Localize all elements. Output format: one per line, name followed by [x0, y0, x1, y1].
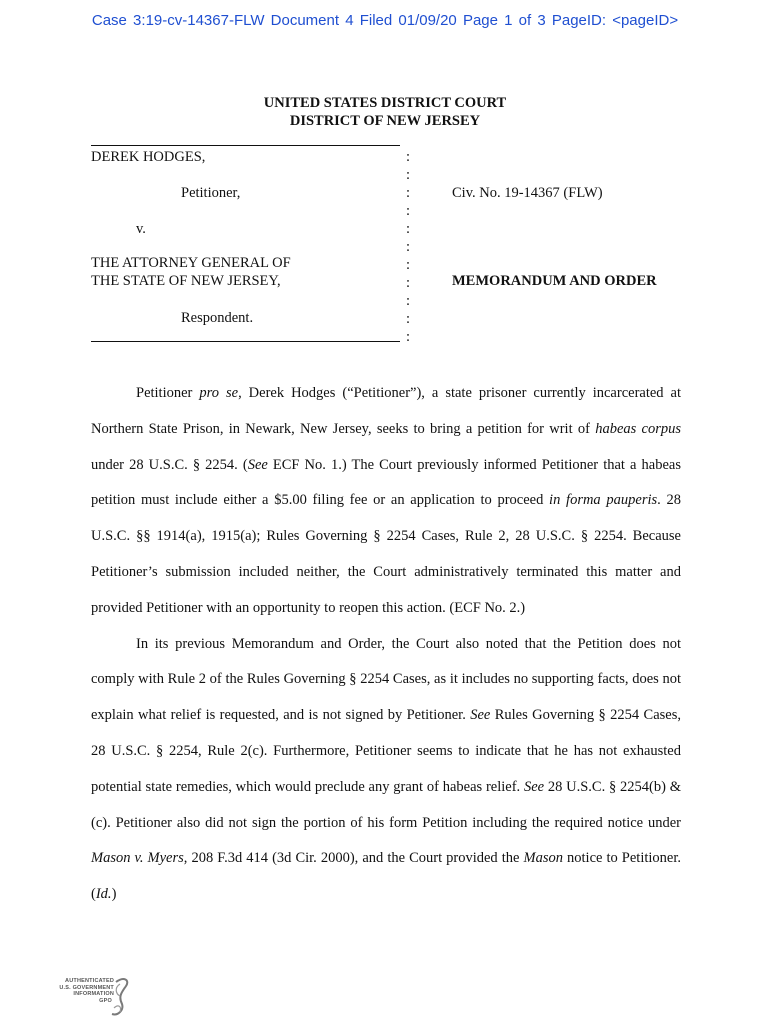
italic-text-run: pro se: [199, 385, 239, 401]
italic-text-run: Id.: [95, 886, 112, 903]
text-run: Petitioner: [136, 385, 200, 401]
text-run: In its previous Memorandum and Order, the Court also noted that the Petition does not comply with Rule 2 of the Rules Governing § 2254 Cases, as it includes no supporting facts, does not explain what relief is requested, and is not signed by Petitioner.: [91, 635, 681, 724]
text-run: ECF No. 1.) The Court previously informed Petitioner that a habeas petition must include either a $5.00 filing fee or an application to proceed: [91, 456, 681, 509]
text-run: notice to Petitioner. (: [91, 850, 681, 903]
text-run: Rules Governing § 2254 Cases, 28 U.S.C. § 2254, Rule 2(c). Furthermore, Petitioner seems to indicate that he has not exhausted potential state remedies, which would preclude any grant of habeas relief.: [91, 707, 681, 795]
petitioner-name: DEREK HODGES,: [91, 149, 206, 165]
court-heading: [0, 94, 770, 130]
colon: :: [406, 257, 411, 273]
text-run: , 208 F.3d 414 (3d Cir. 2000), and the Court provided the: [183, 850, 524, 867]
memorandum-body: [91, 376, 681, 913]
colon: :: [406, 329, 411, 345]
caption-colon-column: [406, 148, 418, 346]
respondent-name-line2: THE STATE OF NEW JERSEY,: [91, 273, 281, 289]
colon: :: [406, 275, 411, 291]
italic-text-run: See: [523, 778, 545, 795]
text-run: , Derek Hodges (“Petitioner”), a state prisoner currently incarcerated at Northern State Prison, in Newark, New Jersey, seeks to bring a petition for writ of: [91, 385, 682, 437]
text-run: . 28 U.S.C. §§ 1914(a), 1915(a); Rules Governing § 2254 Cases, Rule 2, 28 U.S.C. § 2254. Because Petitioner’s submission included neither, the Court administratively terminated this matter and provided Petitioner with an opportunity to reopen this action. (ECF No. 2.): [91, 492, 681, 616]
petitioner-role: Petitioner,: [181, 185, 241, 201]
respondent-role: Respondent.: [181, 310, 254, 326]
paragraph-2: [91, 627, 681, 913]
italic-text-run: Mason v. Myers: [91, 850, 184, 867]
italic-text-run: Mason: [523, 850, 563, 867]
court-name: UNITED STATES DISTRICT COURT: [263, 95, 507, 111]
gpo-line-3: INFORMATION: [73, 991, 114, 997]
caption-bottom-rule: [91, 341, 400, 342]
colon: :: [406, 221, 411, 237]
text-run: ): [111, 886, 117, 903]
colon: :: [406, 239, 411, 255]
colon: :: [406, 293, 411, 309]
gpo-line-2: U.S. GOVERNMENT: [59, 984, 114, 991]
caption-top-rule: [91, 145, 400, 146]
civil-case-number: Civ. No. 19-14367 (FLW): [452, 185, 603, 201]
gpo-line-4: GPO: [99, 997, 112, 1004]
paragraph-1: [91, 376, 681, 627]
colon: :: [406, 167, 411, 183]
gpo-authentication-logo: [44, 974, 134, 1020]
text-run: under 28 U.S.C. § 2254. (: [91, 456, 248, 473]
italic-text-run: habeas corpus: [595, 420, 681, 437]
versus-label: v.: [136, 221, 146, 237]
document-title: MEMORANDUM AND ORDER: [452, 273, 657, 289]
colon: :: [406, 185, 411, 201]
gpo-line-1: AUTHENTICATED: [65, 978, 114, 984]
text-run: 28 U.S.C. § 2254(b) & (c). Petitioner also did not sign the portion of his form Petition including the required notice under: [91, 778, 681, 831]
case-header-stamp: Case 3:19-cv-14367-FLW Document 4 Filed 01/09/20 Page 1 of 3 PageID: <pageID>: [91, 12, 679, 29]
court-district: DISTRICT OF NEW JERSEY: [289, 113, 481, 129]
colon: :: [406, 149, 411, 165]
colon: :: [406, 203, 411, 219]
italic-text-run: See: [247, 456, 268, 473]
italic-text-run: in forma pauperis: [549, 492, 658, 509]
italic-text-run: See: [470, 707, 491, 724]
colon: :: [406, 311, 411, 327]
respondent-name-line1: THE ATTORNEY GENERAL OF: [91, 255, 291, 271]
eagle-icon: [44, 974, 134, 1020]
